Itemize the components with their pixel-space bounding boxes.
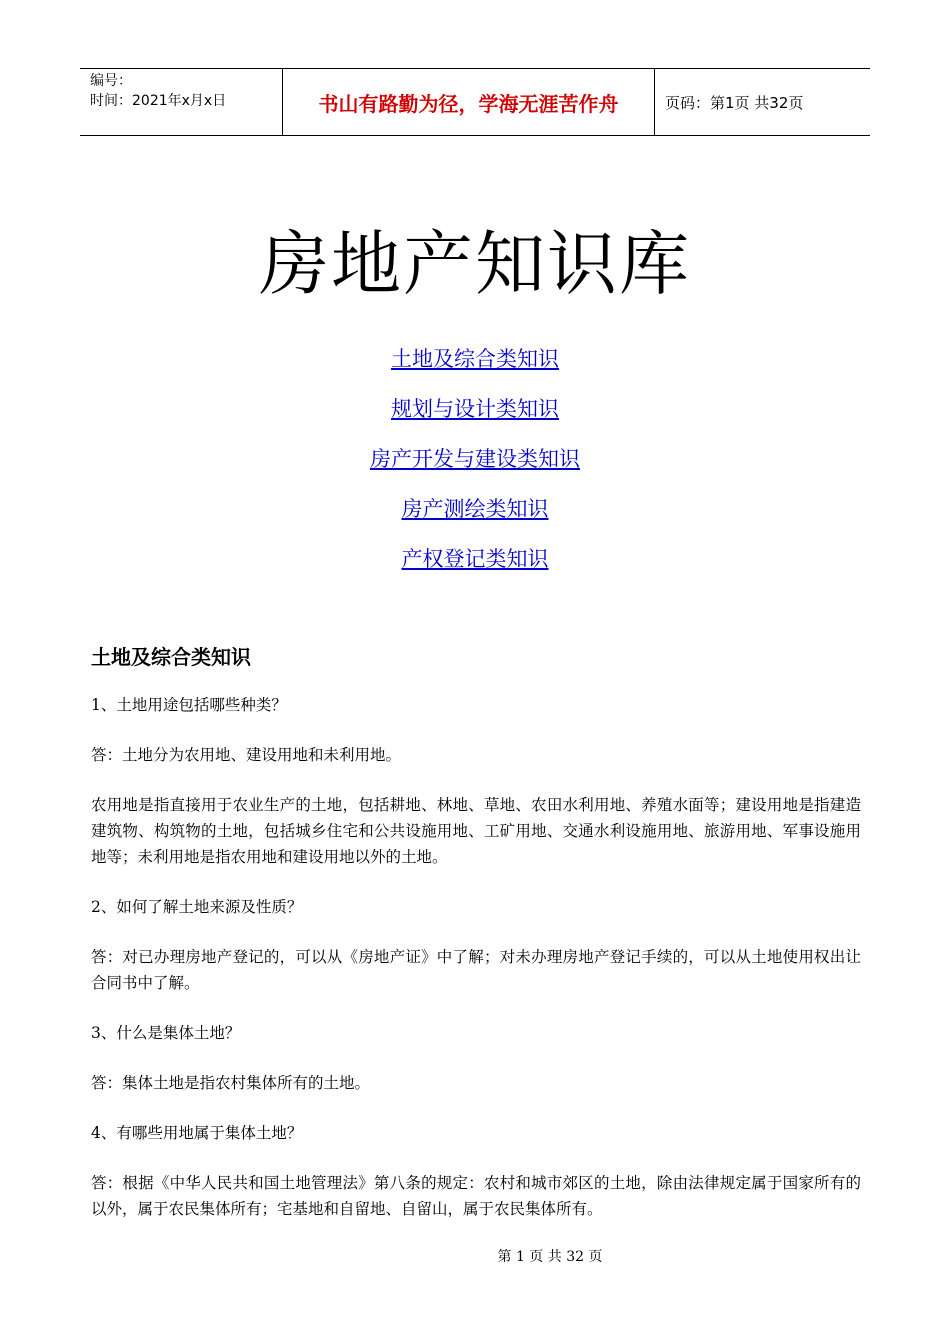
question-1: 1、土地用途包括哪些种类？ [91, 696, 287, 714]
answer-2: 答：对已办理房地产登记的，可以从《房地产证》中了解；对未办理房地产登记手续的，可以从土地使用权出让合同书中了解。 [91, 948, 861, 992]
header-page-info: 页码：第1页 共32页 [665, 93, 804, 112]
toc-link-planning[interactable]: 规划与设计类知识 [391, 397, 559, 421]
header-date: 时间：2021年x月x日 [90, 93, 227, 109]
toc-link-registration[interactable]: 产权登记类知识 [401, 547, 549, 571]
answer-3: 答：集体土地是指农村集体所有的土地。 [91, 1074, 371, 1092]
header-meta [80, 69, 282, 135]
answer-1: 答：土地分为农用地、建设用地和未利用地。 [91, 746, 402, 764]
question-4: 4、有哪些用地属于集体土地？ [91, 1124, 303, 1142]
toc-link-land[interactable]: 土地及综合类知识 [391, 347, 559, 371]
toc-link-development[interactable]: 房产开发与建设类知识 [370, 447, 580, 471]
question-3: 3、什么是集体土地？ [91, 1024, 241, 1042]
page-footer: 第 1 页 共 32 页 [497, 1249, 603, 1265]
toc-link-surveying[interactable]: 房产测绘类知识 [401, 497, 549, 521]
section-heading: 土地及综合类知识 [91, 645, 251, 669]
header-number: 编号： [90, 73, 132, 89]
question-2: 2、如何了解土地来源及性质？ [91, 898, 303, 916]
answer-1-detail: 农用地是指直接用于农业生产的土地，包括耕地、林地、草地、农田水利用地、养殖水面等；建设用地是指建造建筑物、构筑物的土地，包括城乡住宅和公共设施用地、工矿用地、交通水利设施用地、旅游用地、军事设施用地等；未利用地是指农用地和建设用地以外的土地。 [91, 796, 861, 866]
table-of-contents [0, 342, 950, 592]
section-content [91, 640, 861, 1246]
header-motto: 书山有路勤为径，学海无涯苦作舟 [282, 69, 655, 135]
answer-4: 答：根据《中华人民共和国土地管理法》第八条的规定：农村和城市郊区的土地，除由法律规定属于国家所有的以外，属于农民集体所有；宅基地和自留地、自留山，属于农民集体所有。 [91, 1174, 861, 1218]
page-header [80, 68, 870, 136]
document-title: 房地产知识库 [259, 222, 691, 305]
